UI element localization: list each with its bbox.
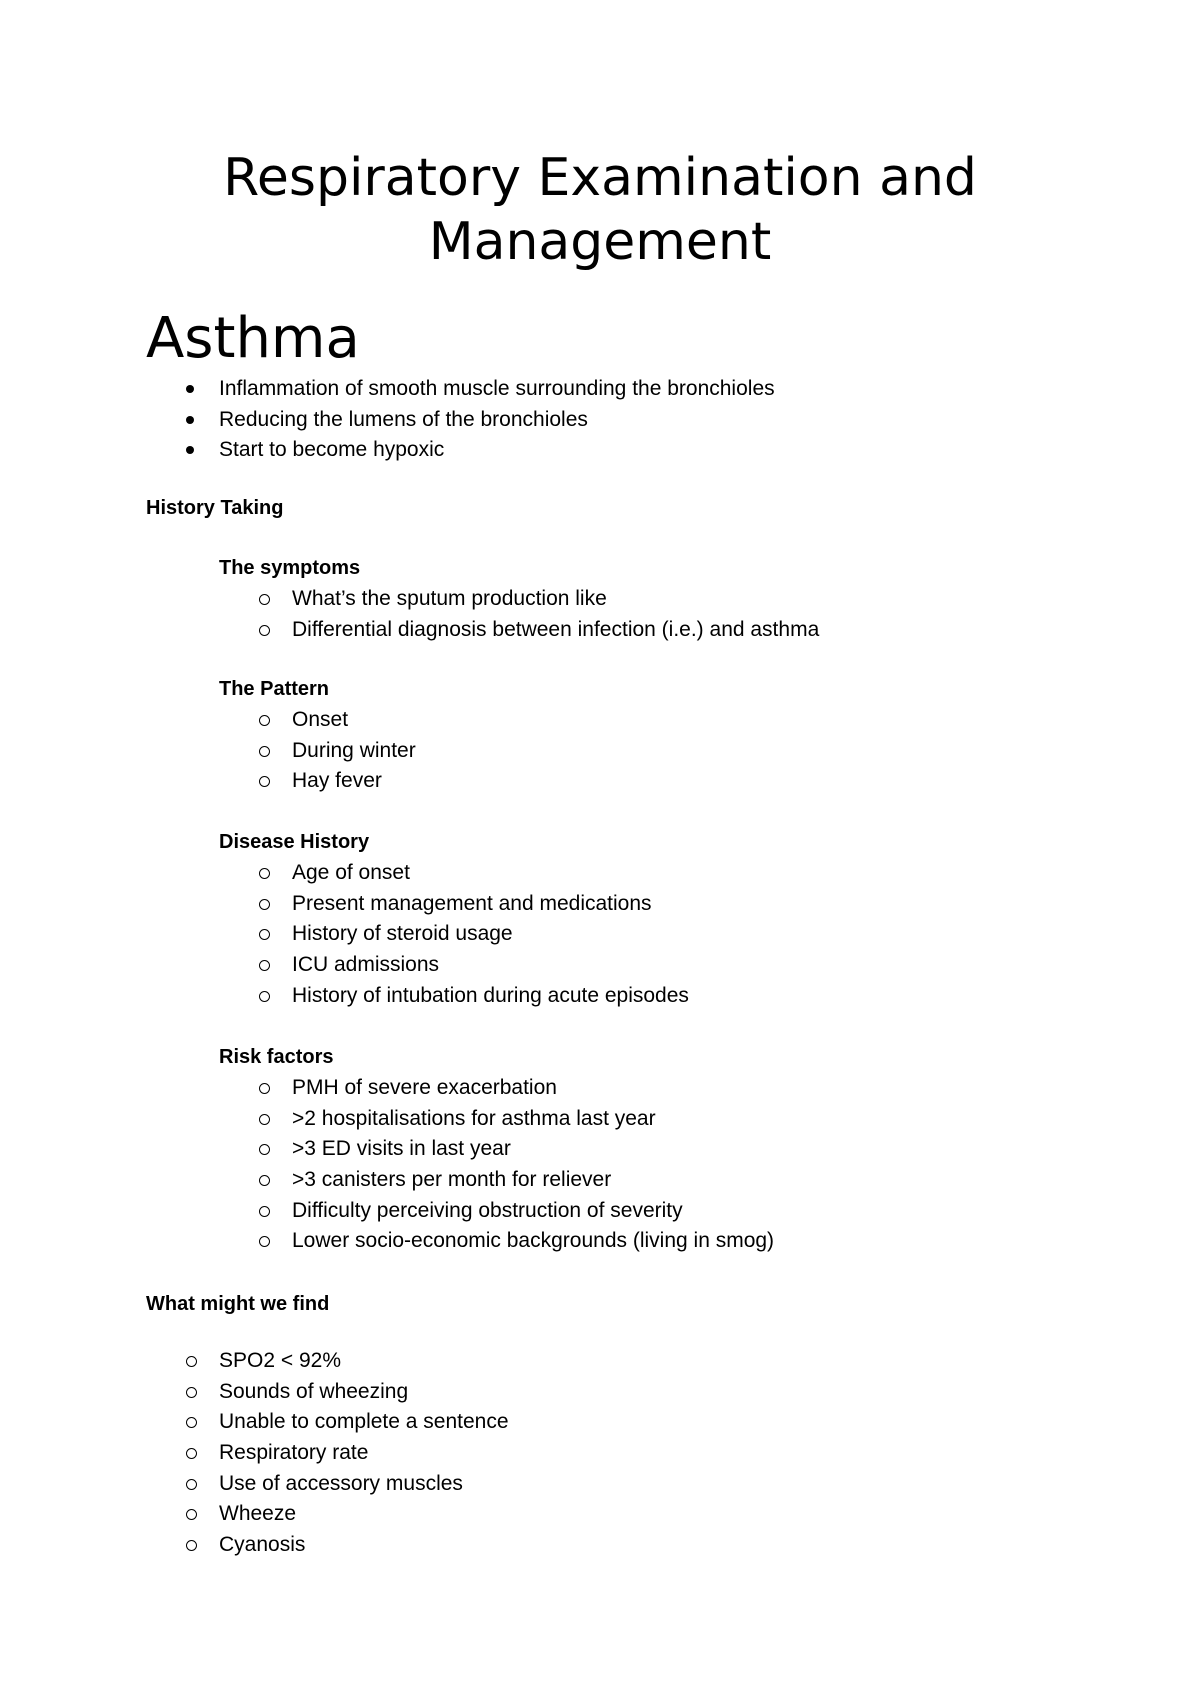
list-item-text: Inflammation of smooth muscle surrounding the bronchioles bbox=[219, 377, 775, 400]
circle-bullet-icon bbox=[259, 1083, 270, 1094]
list-item-text: During winter bbox=[292, 738, 416, 762]
intro-bullet-list bbox=[186, 374, 775, 466]
list-item-text: >3 ED visits in last year bbox=[292, 1137, 511, 1161]
list-item bbox=[259, 584, 819, 615]
circle-bullet-icon bbox=[186, 1448, 197, 1459]
list-item bbox=[259, 1196, 774, 1227]
circle-bullet-icon bbox=[186, 1387, 197, 1398]
list-item bbox=[259, 1226, 774, 1257]
list-item-text: Start to become hypoxic bbox=[219, 438, 445, 461]
bullet-icon bbox=[186, 446, 194, 454]
list-item bbox=[259, 950, 689, 981]
list-item-text: What’s the sputum production like bbox=[292, 587, 607, 610]
circle-bullet-icon bbox=[259, 594, 270, 605]
list-item-text: Differential diagnosis between infection (i.e.) and asthma bbox=[292, 617, 820, 641]
list-item-text: Difficulty perceiving obstruction of severity bbox=[292, 1198, 683, 1222]
list-item bbox=[186, 1377, 509, 1408]
list-item bbox=[186, 1530, 509, 1561]
list-item bbox=[186, 1407, 509, 1438]
circle-bullet-icon bbox=[259, 715, 270, 726]
list-item bbox=[259, 1104, 774, 1135]
document-title: Respiratory Examination and Management bbox=[223, 148, 977, 272]
history-taking-heading: History Taking bbox=[146, 497, 284, 519]
list-item bbox=[259, 705, 416, 736]
list-item-text: >2 hospitalisations for asthma last year bbox=[292, 1106, 656, 1130]
symptoms-list bbox=[259, 584, 819, 645]
list-item bbox=[186, 374, 775, 405]
list-item bbox=[259, 981, 689, 1012]
list-item-text: Cyanosis bbox=[219, 1533, 306, 1557]
list-item-text: >3 canisters per month for reliever bbox=[292, 1168, 612, 1192]
circle-bullet-icon bbox=[259, 1175, 270, 1186]
list-item bbox=[259, 919, 689, 950]
pattern-list bbox=[259, 705, 416, 797]
list-item bbox=[259, 889, 689, 920]
circle-bullet-icon bbox=[259, 625, 270, 636]
list-item bbox=[259, 1134, 774, 1165]
findings-heading: What might we find bbox=[146, 1293, 330, 1315]
findings-list bbox=[186, 1346, 509, 1561]
list-item-text: Sounds of wheezing bbox=[219, 1379, 409, 1403]
list-item bbox=[186, 1346, 509, 1377]
circle-bullet-icon bbox=[259, 929, 270, 940]
circle-bullet-icon bbox=[186, 1479, 197, 1490]
circle-bullet-icon bbox=[259, 1144, 270, 1155]
list-item-text: Onset bbox=[292, 708, 349, 731]
list-item bbox=[186, 405, 775, 436]
section-heading-asthma: Asthma bbox=[146, 306, 360, 371]
list-item bbox=[186, 1438, 509, 1469]
bullet-icon bbox=[186, 416, 194, 424]
circle-bullet-icon bbox=[259, 899, 270, 910]
circle-bullet-icon bbox=[259, 1236, 270, 1247]
list-item-text: Respiratory rate bbox=[219, 1441, 369, 1465]
list-item bbox=[186, 1469, 509, 1500]
list-item-text: ICU admissions bbox=[292, 953, 440, 977]
list-item bbox=[186, 435, 775, 466]
subsection-heading-risk-factors: Risk factors bbox=[219, 1046, 334, 1068]
circle-bullet-icon bbox=[259, 776, 270, 787]
circle-bullet-icon bbox=[259, 746, 270, 757]
list-item-text: History of steroid usage bbox=[292, 922, 513, 946]
list-item-text: Age of onset bbox=[292, 861, 410, 884]
subsection-heading-symptoms: The symptoms bbox=[219, 557, 361, 579]
disease-history-list bbox=[259, 858, 689, 1011]
list-item bbox=[259, 1165, 774, 1196]
circle-bullet-icon bbox=[186, 1509, 197, 1520]
list-item-text: Use of accessory muscles bbox=[219, 1471, 463, 1495]
list-item-text: Unable to complete a sentence bbox=[219, 1410, 509, 1434]
list-item-text: Lower socio-economic backgrounds (living in smog) bbox=[292, 1229, 775, 1253]
list-item bbox=[259, 858, 689, 889]
list-item bbox=[259, 615, 819, 646]
circle-bullet-icon bbox=[186, 1417, 197, 1428]
list-item-text: Wheeze bbox=[219, 1502, 297, 1526]
bullet-icon bbox=[186, 385, 194, 393]
list-item-text: SPO2 < 92% bbox=[219, 1349, 341, 1372]
list-item bbox=[186, 1499, 509, 1530]
list-item-text: Present management and medications bbox=[292, 891, 652, 915]
circle-bullet-icon bbox=[186, 1356, 197, 1367]
list-item-text: PMH of severe exacerbation bbox=[292, 1076, 557, 1099]
list-item bbox=[259, 766, 416, 797]
list-item-text: Reducing the lumens of the bronchioles bbox=[219, 407, 588, 431]
list-item-text: History of intubation during acute episodes bbox=[292, 983, 689, 1007]
circle-bullet-icon bbox=[259, 1114, 270, 1125]
circle-bullet-icon bbox=[259, 868, 270, 879]
circle-bullet-icon bbox=[259, 991, 270, 1002]
subsection-heading-disease-history: Disease History bbox=[219, 831, 370, 853]
subsection-heading-pattern: The Pattern bbox=[219, 678, 330, 700]
circle-bullet-icon bbox=[259, 1206, 270, 1217]
list-item bbox=[259, 736, 416, 767]
list-item bbox=[259, 1073, 774, 1104]
list-item-text: Hay fever bbox=[292, 769, 382, 793]
risk-factors-list bbox=[259, 1073, 774, 1257]
circle-bullet-icon bbox=[186, 1540, 197, 1551]
circle-bullet-icon bbox=[259, 960, 270, 971]
